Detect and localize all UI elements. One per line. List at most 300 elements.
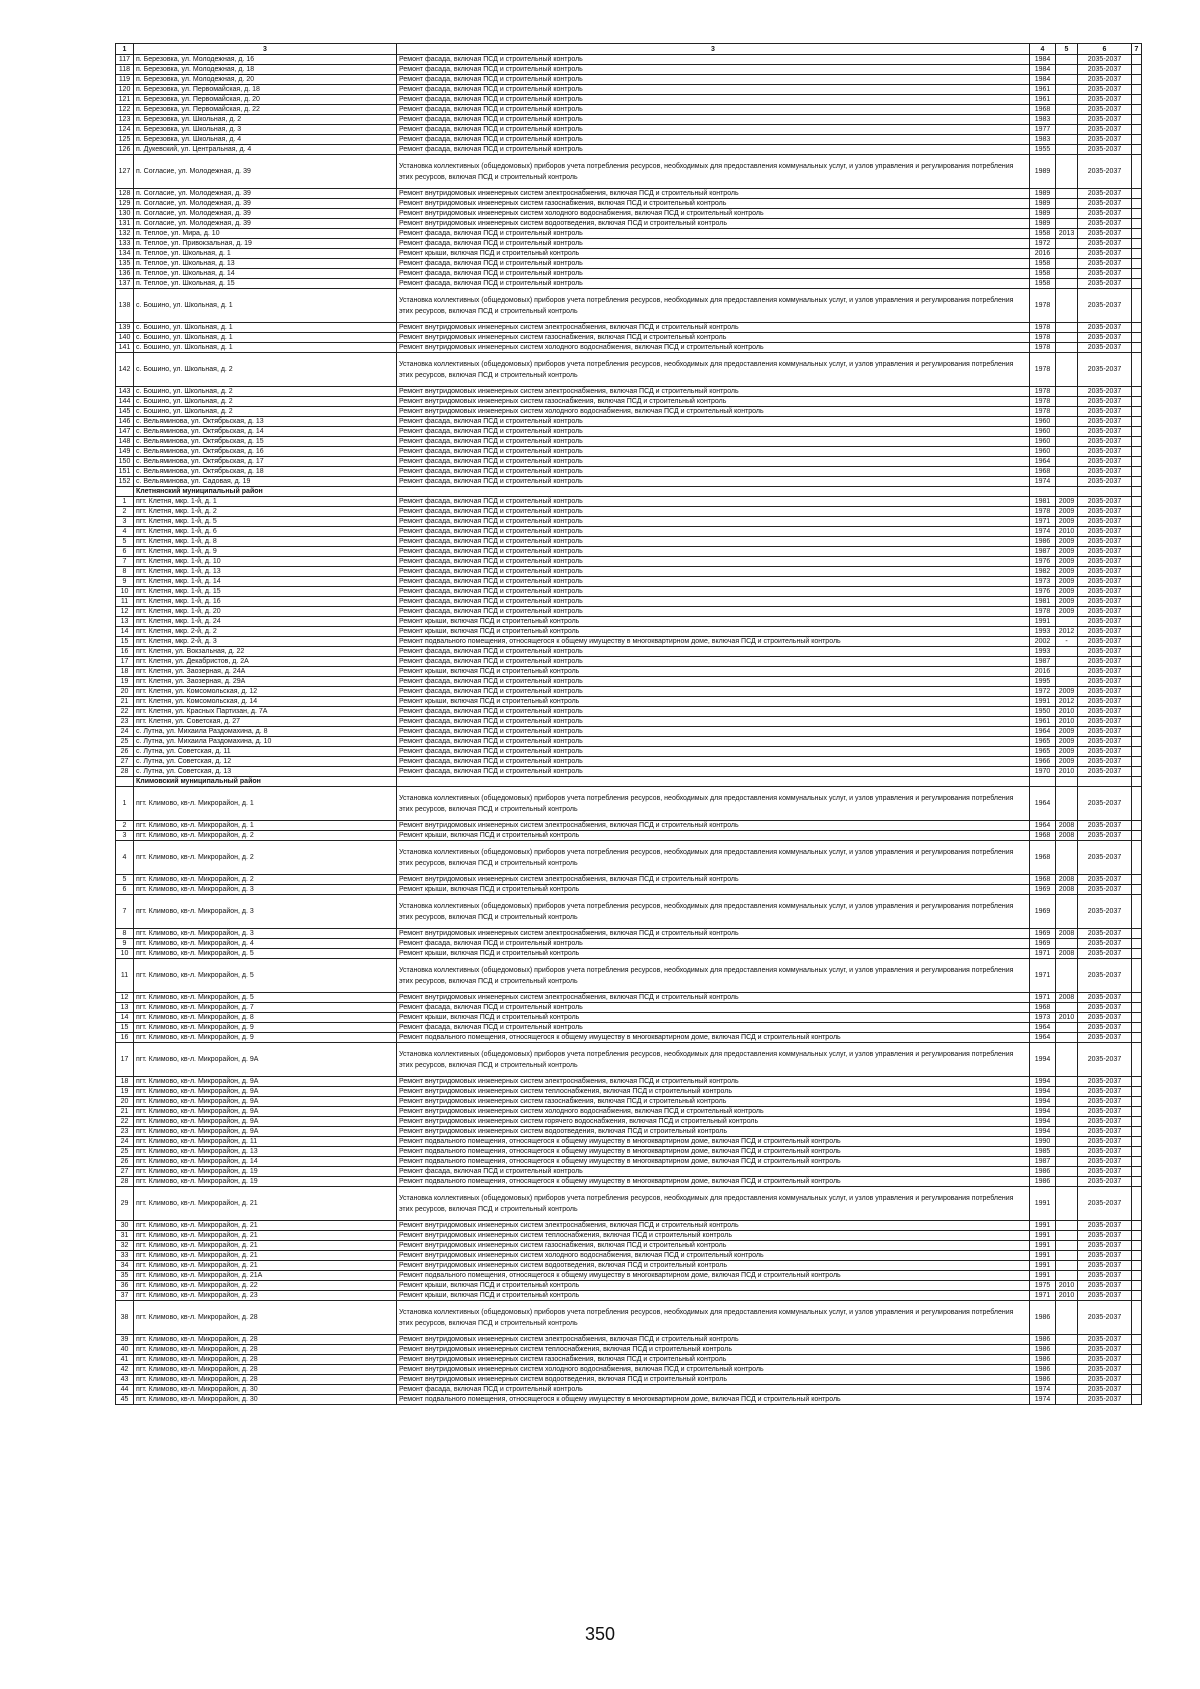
build-year-cell: 1994 [1030, 1127, 1056, 1137]
address-cell: с. Вельяминова, ул. Октябрьская, д. 18 [134, 467, 397, 477]
work-type-cell: Ремонт фасада, включая ПСД и строительный контроль [397, 657, 1030, 667]
empty-cell [1132, 95, 1142, 105]
work-type-cell: Ремонт внутридомовых инженерных систем горячего водоснабжения, включая ПСД и строительный контроль [397, 1117, 1030, 1127]
table-row [116, 353, 1142, 387]
empty-cell [1132, 209, 1142, 219]
planned-period-cell: 2035-2037 [1078, 209, 1132, 219]
empty-cell [1132, 949, 1142, 959]
empty-cell [1132, 1355, 1142, 1365]
build-year-cell: 1968 [1030, 105, 1056, 115]
work-type-cell: Ремонт фасада, включая ПСД и строительный контроль [397, 507, 1030, 517]
planned-period-cell: 2035-2037 [1078, 1167, 1132, 1177]
empty-cell [1132, 1107, 1142, 1117]
build-year-cell: 1981 [1030, 597, 1056, 607]
planned-period-cell: 2035-2037 [1078, 831, 1132, 841]
planned-period-cell: 2035-2037 [1078, 507, 1132, 517]
planned-period-cell: 2035-2037 [1078, 547, 1132, 557]
last-repair-year-cell: 2008 [1056, 831, 1078, 841]
table-row [116, 557, 1142, 567]
planned-period-cell: 2035-2037 [1078, 949, 1132, 959]
work-type-cell: Установка коллективных (общедомовых) приборов учета потребления ресурсов, необходимых для предоставления коммунальных услуг, и узлов управления и регулирования потребления этих ресурсов, включая ПСД и строительный контроль [397, 353, 1030, 387]
work-type-cell: Ремонт внутридомовых инженерных систем газоснабжения, включая ПСД и строительный контроль [397, 1241, 1030, 1251]
empty-cell [1132, 477, 1142, 487]
work-type-cell: Ремонт фасада, включая ПСД и строительный контроль [397, 587, 1030, 597]
empty-cell [1030, 777, 1056, 787]
row-number-cell: 10 [116, 949, 134, 959]
work-type-cell: Ремонт внутридомовых инженерных систем газоснабжения, включая ПСД и строительный контроль [397, 199, 1030, 209]
build-year-cell: 1984 [1030, 75, 1056, 85]
table-row [116, 707, 1142, 717]
table-row [116, 1077, 1142, 1087]
table-row [116, 1177, 1142, 1187]
work-type-cell: Ремонт фасада, включая ПСД и строительный контроль [397, 527, 1030, 537]
last-repair-year-cell [1056, 239, 1078, 249]
last-repair-year-cell: 2010 [1056, 527, 1078, 537]
table-row [116, 959, 1142, 993]
planned-period-cell: 2035-2037 [1078, 1127, 1132, 1137]
build-year-cell: 1978 [1030, 343, 1056, 353]
empty-cell [1132, 353, 1142, 387]
empty-cell [1132, 229, 1142, 239]
work-type-cell: Ремонт внутридомовых инженерных систем теплоснабжения, включая ПСД и строительный контроль [397, 1345, 1030, 1355]
row-number-cell: 40 [116, 1345, 134, 1355]
empty-cell [1132, 747, 1142, 757]
address-cell: пгт. Климово, кв-л. Микрорайон, д. 11 [134, 1137, 397, 1147]
build-year-cell: 1986 [1030, 1345, 1056, 1355]
address-cell: п. Согласие, ул. Молодежная, д. 39 [134, 199, 397, 209]
row-number-cell: 151 [116, 467, 134, 477]
work-type-cell: Установка коллективных (общедомовых) приборов учета потребления ресурсов, необходимых для предоставления коммунальных услуг, и узлов управления и регулирования потребления этих ресурсов, включая ПСД и строительный контроль [397, 1187, 1030, 1221]
last-repair-year-cell [1056, 1395, 1078, 1405]
work-type-cell: Ремонт фасада, включая ПСД и строительный контроль [397, 537, 1030, 547]
row-number-cell: 133 [116, 239, 134, 249]
address-cell: пгт. Климово, кв-л. Микрорайон, д. 9 [134, 1033, 397, 1043]
planned-period-cell: 2035-2037 [1078, 189, 1132, 199]
planned-period-cell: 2035-2037 [1078, 895, 1132, 929]
address-cell: пгт. Климово, кв-л. Микрорайон, д. 22 [134, 1281, 397, 1291]
row-number-cell: 30 [116, 1221, 134, 1231]
work-type-cell: Ремонт фасада, включая ПСД и строительный контроль [397, 647, 1030, 657]
row-number-cell: 122 [116, 105, 134, 115]
work-type-cell: Ремонт крыши, включая ПСД и строительный контроль [397, 1013, 1030, 1023]
row-number-cell: 27 [116, 757, 134, 767]
address-cell: пгт. Климово, кв-л. Микрорайон, д. 21 [134, 1251, 397, 1261]
address-cell: пгт. Климово, кв-л. Микрорайон, д. 9А [134, 1097, 397, 1107]
table-row [116, 105, 1142, 115]
address-cell: пгт. Клетня, ул. Заозерная, д. 24А [134, 667, 397, 677]
work-type-cell: Ремонт фасада, включая ПСД и строительный контроль [397, 115, 1030, 125]
empty-cell [1132, 537, 1142, 547]
build-year-cell: 1989 [1030, 219, 1056, 229]
table-row [116, 1355, 1142, 1365]
planned-period-cell: 2035-2037 [1078, 1117, 1132, 1127]
empty-cell [1132, 831, 1142, 841]
build-year-cell: 1974 [1030, 1385, 1056, 1395]
work-type-cell: Ремонт внутридомовых инженерных систем электроснабжения, включая ПСД и строительный контроль [397, 1221, 1030, 1231]
empty-cell [1132, 75, 1142, 85]
build-year-cell: 1991 [1030, 1261, 1056, 1271]
last-repair-year-cell: 2010 [1056, 767, 1078, 777]
work-type-cell: Ремонт внутридомовых инженерных систем холодного водоснабжения, включая ПСД и строительный контроль [397, 1251, 1030, 1261]
last-repair-year-cell: 2009 [1056, 497, 1078, 507]
table-row [116, 125, 1142, 135]
empty-cell [1132, 105, 1142, 115]
table-row [116, 259, 1142, 269]
build-year-cell: 1994 [1030, 1117, 1056, 1127]
row-number-cell: 2 [116, 507, 134, 517]
empty-cell [1078, 487, 1132, 497]
planned-period-cell: 2035-2037 [1078, 437, 1132, 447]
planned-period-cell: 2035-2037 [1078, 667, 1132, 677]
last-repair-year-cell: 2008 [1056, 993, 1078, 1003]
address-cell: п. Теплое, ул. Школьная, д. 14 [134, 269, 397, 279]
row-number-cell: 27 [116, 1167, 134, 1177]
table-row [116, 657, 1142, 667]
build-year-cell: 1968 [1030, 1003, 1056, 1013]
empty-cell [1132, 1077, 1142, 1087]
last-repair-year-cell: 2008 [1056, 821, 1078, 831]
address-cell: с. Бошино, ул. Школьная, д. 1 [134, 343, 397, 353]
build-year-cell: 1981 [1030, 497, 1056, 507]
empty-cell [1132, 939, 1142, 949]
build-year-cell: 1974 [1030, 527, 1056, 537]
table-row [116, 1365, 1142, 1375]
row-number-cell: 131 [116, 219, 134, 229]
planned-period-cell: 2035-2037 [1078, 1077, 1132, 1087]
work-type-cell: Ремонт внутридомовых инженерных систем холодного водоснабжения, включая ПСД и строительный контроль [397, 1365, 1030, 1375]
table-row [116, 607, 1142, 617]
planned-period-cell: 2035-2037 [1078, 767, 1132, 777]
build-year-cell: 1989 [1030, 189, 1056, 199]
build-year-cell: 1995 [1030, 677, 1056, 687]
address-cell: п. Согласие, ул. Молодежная, д. 39 [134, 219, 397, 229]
address-cell: пгт. Климово, кв-л. Микрорайон, д. 2 [134, 841, 397, 875]
row-number-cell: 8 [116, 929, 134, 939]
row-number-cell: 22 [116, 707, 134, 717]
build-year-cell: 1991 [1030, 1241, 1056, 1251]
build-year-cell: 1960 [1030, 447, 1056, 457]
row-number-cell: 26 [116, 747, 134, 757]
planned-period-cell: 2035-2037 [1078, 239, 1132, 249]
row-number-cell: 119 [116, 75, 134, 85]
last-repair-year-cell [1056, 647, 1078, 657]
address-cell: пгт. Климово, кв-л. Микрорайон, д. 14 [134, 1157, 397, 1167]
row-number-cell: 32 [116, 1241, 134, 1251]
work-type-cell: Ремонт фасада, включая ПСД и строительный контроль [397, 497, 1030, 507]
table-row [116, 1167, 1142, 1177]
build-year-cell: 1974 [1030, 1395, 1056, 1405]
build-year-cell: 1968 [1030, 841, 1056, 875]
address-cell: пгт. Климово, кв-л. Микрорайон, д. 7 [134, 1003, 397, 1013]
row-number-cell: 26 [116, 1157, 134, 1167]
work-type-cell: Ремонт внутридомовых инженерных систем электроснабжения, включая ПСД и строительный контроль [397, 875, 1030, 885]
empty-cell [1132, 1281, 1142, 1291]
planned-period-cell: 2035-2037 [1078, 627, 1132, 637]
address-cell: пгт. Климово, кв-л. Микрорайон, д. 9А [134, 1043, 397, 1077]
table-row [116, 587, 1142, 597]
planned-period-cell: 2035-2037 [1078, 353, 1132, 387]
table-row [116, 55, 1142, 65]
last-repair-year-cell [1056, 467, 1078, 477]
empty-cell [1056, 487, 1078, 497]
last-repair-year-cell [1056, 1043, 1078, 1077]
last-repair-year-cell [1056, 1335, 1078, 1345]
address-cell: пгт. Клетня, ул. Вокзальная, д. 22 [134, 647, 397, 657]
address-cell: п. Березовка, ул. Первомайская, д. 18 [134, 85, 397, 95]
planned-period-cell: 2035-2037 [1078, 259, 1132, 269]
empty-cell [1132, 85, 1142, 95]
empty-cell [1132, 697, 1142, 707]
row-number-cell: 35 [116, 1271, 134, 1281]
address-cell: с. Лутна, ул. Михаила Раздомахина, д. 10 [134, 737, 397, 747]
build-year-cell: 1969 [1030, 895, 1056, 929]
address-cell: пгт. Климово, кв-л. Микрорайон, д. 3 [134, 885, 397, 895]
build-year-cell: 1986 [1030, 1365, 1056, 1375]
table-row [116, 397, 1142, 407]
row-number-cell: 146 [116, 417, 134, 427]
row-number-cell: 23 [116, 1127, 134, 1137]
address-cell: п. Березовка, ул. Молодежная, д. 20 [134, 75, 397, 85]
row-number-cell: 142 [116, 353, 134, 387]
planned-period-cell: 2035-2037 [1078, 537, 1132, 547]
row-number-cell: 3 [116, 831, 134, 841]
build-year-cell: 1965 [1030, 737, 1056, 747]
row-number-cell: 143 [116, 387, 134, 397]
last-repair-year-cell [1056, 189, 1078, 199]
address-cell: пгт. Климово, кв-л. Микрорайон, д. 5 [134, 949, 397, 959]
work-type-cell: Ремонт фасада, включая ПСД и строительный контроль [397, 717, 1030, 727]
empty-cell [1132, 1345, 1142, 1355]
empty-cell [1132, 259, 1142, 269]
last-repair-year-cell [1056, 279, 1078, 289]
table-row [116, 417, 1142, 427]
row-number-cell: 10 [116, 587, 134, 597]
row-number-cell: 23 [116, 717, 134, 727]
build-year-cell: 1974 [1030, 477, 1056, 487]
planned-period-cell: 2035-2037 [1078, 841, 1132, 875]
planned-period-cell: 2035-2037 [1078, 417, 1132, 427]
planned-period-cell: 2035-2037 [1078, 1157, 1132, 1167]
last-repair-year-cell [1056, 1271, 1078, 1281]
last-repair-year-cell [1056, 667, 1078, 677]
empty-cell [1132, 55, 1142, 65]
table-row [116, 747, 1142, 757]
address-cell: пгт. Климово, кв-л. Микрорайон, д. 28 [134, 1335, 397, 1345]
address-cell: пгт. Клетня, ул. Красных Партизан, д. 7А [134, 707, 397, 717]
build-year-cell: 1986 [1030, 1167, 1056, 1177]
address-cell: пгт. Климово, кв-л. Микрорайон, д. 30 [134, 1385, 397, 1395]
row-number-cell: 38 [116, 1301, 134, 1335]
row-number-cell: 39 [116, 1335, 134, 1345]
address-cell: пгт. Климово, кв-л. Микрорайон, д. 9А [134, 1107, 397, 1117]
planned-period-cell: 2035-2037 [1078, 85, 1132, 95]
work-type-cell: Ремонт фасада, включая ПСД и строительный контроль [397, 437, 1030, 447]
work-type-cell: Ремонт подвального помещения, относящегося к общему имуществу в многоквартирном доме, включая ПСД и строительный контроль [397, 1177, 1030, 1187]
empty-cell [1132, 249, 1142, 259]
empty-cell [1132, 457, 1142, 467]
last-repair-year-cell: 2009 [1056, 747, 1078, 757]
planned-period-cell: 2035-2037 [1078, 647, 1132, 657]
work-type-cell: Ремонт внутридомовых инженерных систем электроснабжения, включая ПСД и строительный контроль [397, 993, 1030, 1003]
empty-cell [1132, 1261, 1142, 1271]
table-row [116, 497, 1142, 507]
table-row [116, 1291, 1142, 1301]
last-repair-year-cell: 2009 [1056, 517, 1078, 527]
last-repair-year-cell: 2010 [1056, 717, 1078, 727]
planned-period-cell: 2035-2037 [1078, 343, 1132, 353]
address-cell: п. Дукевский, ул. Центральная, д. 4 [134, 145, 397, 155]
address-cell: пгт. Клетня, мкр. 1-й, д. 24 [134, 617, 397, 627]
last-repair-year-cell [1056, 1097, 1078, 1107]
row-number-cell: 12 [116, 993, 134, 1003]
empty-cell [1132, 667, 1142, 677]
planned-period-cell: 2035-2037 [1078, 1221, 1132, 1231]
work-type-cell: Ремонт подвального помещения, относящегося к общему имуществу в многоквартирном доме, включая ПСД и строительный контроль [397, 1157, 1030, 1167]
last-repair-year-cell: 2009 [1056, 727, 1078, 737]
empty-cell [1132, 1097, 1142, 1107]
build-year-cell: 1960 [1030, 417, 1056, 427]
address-cell: пгт. Климово, кв-л. Микрорайон, д. 21 [134, 1187, 397, 1221]
table-row [116, 1301, 1142, 1335]
last-repair-year-cell [1056, 657, 1078, 667]
row-number-cell: 5 [116, 875, 134, 885]
row-number-cell: 14 [116, 627, 134, 637]
build-year-cell: 1986 [1030, 1177, 1056, 1187]
row-number-cell: 15 [116, 637, 134, 647]
empty-cell [1132, 467, 1142, 477]
build-year-cell: 1986 [1030, 1301, 1056, 1335]
last-repair-year-cell [1056, 155, 1078, 189]
planned-period-cell: 2035-2037 [1078, 717, 1132, 727]
build-year-cell: 1969 [1030, 939, 1056, 949]
build-year-cell: 1991 [1030, 1271, 1056, 1281]
row-number-cell: 128 [116, 189, 134, 199]
empty-cell [1132, 1301, 1142, 1335]
address-cell: с. Вельяминова, ул. Октябрьская, д. 14 [134, 427, 397, 437]
work-type-cell: Ремонт фасада, включая ПСД и строительный контроль [397, 65, 1030, 75]
table-row [116, 617, 1142, 627]
build-year-cell: 1968 [1030, 467, 1056, 477]
work-type-cell: Ремонт внутридомовых инженерных систем электроснабжения, включая ПСД и строительный контроль [397, 323, 1030, 333]
last-repair-year-cell [1056, 677, 1078, 687]
planned-period-cell: 2035-2037 [1078, 1137, 1132, 1147]
last-repair-year-cell: 2009 [1056, 737, 1078, 747]
work-type-cell: Ремонт подвального помещения, относящегося к общему имуществу в многоквартирном доме, включая ПСД и строительный контроль [397, 1271, 1030, 1281]
work-type-cell: Установка коллективных (общедомовых) приборов учета потребления ресурсов, необходимых для предоставления коммунальных услуг, и узлов управления и регулирования потребления этих ресурсов, включая ПСД и строительный контроль [397, 155, 1030, 189]
build-year-cell: 1987 [1030, 1157, 1056, 1167]
empty-cell [1132, 289, 1142, 323]
last-repair-year-cell [1056, 115, 1078, 125]
address-cell: с. Бошино, ул. Школьная, д. 2 [134, 397, 397, 407]
table-row [116, 507, 1142, 517]
row-number-cell: 24 [116, 727, 134, 737]
planned-period-cell: 2035-2037 [1078, 1281, 1132, 1291]
address-cell: пгт. Климово, кв-л. Микрорайон, д. 21А [134, 1271, 397, 1281]
row-number-cell: 7 [116, 557, 134, 567]
last-repair-year-cell [1056, 75, 1078, 85]
planned-period-cell: 2035-2037 [1078, 697, 1132, 707]
last-repair-year-cell: - [1056, 637, 1078, 647]
address-cell: пгт. Климово, кв-л. Микрорайон, д. 28 [134, 1301, 397, 1335]
address-cell: пгт. Климово, кв-л. Микрорайон, д. 19 [134, 1177, 397, 1187]
build-year-cell: 1972 [1030, 239, 1056, 249]
planned-period-cell: 2035-2037 [1078, 1003, 1132, 1013]
build-year-cell: 1991 [1030, 1231, 1056, 1241]
planned-period-cell: 2035-2037 [1078, 757, 1132, 767]
empty-cell [1132, 487, 1142, 497]
table-row [116, 1033, 1142, 1043]
row-number-cell: 141 [116, 343, 134, 353]
last-repair-year-cell [1056, 1385, 1078, 1395]
row-number-cell: 123 [116, 115, 134, 125]
row-number-cell: 36 [116, 1281, 134, 1291]
row-number-cell: 19 [116, 1087, 134, 1097]
address-cell: пгт. Клетня, ул. Декабристов, д. 2А [134, 657, 397, 667]
build-year-cell: 1958 [1030, 259, 1056, 269]
table-row [116, 949, 1142, 959]
last-repair-year-cell [1056, 841, 1078, 875]
table-row [116, 279, 1142, 289]
planned-period-cell: 2035-2037 [1078, 687, 1132, 697]
work-type-cell: Ремонт внутридомовых инженерных систем холодного водоснабжения, включая ПСД и строительный контроль [397, 1107, 1030, 1117]
build-year-cell: 1989 [1030, 199, 1056, 209]
last-repair-year-cell [1056, 1033, 1078, 1043]
address-cell: пгт. Климово, кв-л. Микрорайон, д. 1 [134, 787, 397, 821]
work-type-cell: Ремонт фасада, включая ПСД и строительный контроль [397, 279, 1030, 289]
planned-period-cell: 2035-2037 [1078, 289, 1132, 323]
build-year-cell: 1961 [1030, 717, 1056, 727]
build-year-cell: 1976 [1030, 587, 1056, 597]
row-number-cell: 19 [116, 677, 134, 687]
row-number-cell: 4 [116, 841, 134, 875]
empty-cell [1132, 397, 1142, 407]
work-type-cell: Ремонт внутридомовых инженерных систем электроснабжения, включая ПСД и строительный контроль [397, 387, 1030, 397]
work-type-cell: Ремонт подвального помещения, относящегося к общему имуществу в многоквартирном доме, включая ПСД и строительный контроль [397, 1147, 1030, 1157]
table-row [116, 1003, 1142, 1013]
empty-cell [1132, 125, 1142, 135]
planned-period-cell: 2035-2037 [1078, 1385, 1132, 1395]
table-row [116, 577, 1142, 587]
address-cell: п. Теплое, ул. Школьная, д. 15 [134, 279, 397, 289]
work-type-cell: Ремонт крыши, включая ПСД и строительный контроль [397, 667, 1030, 677]
work-type-cell: Ремонт подвального помещения, относящегося к общему имуществу в многоквартирном доме, включая ПСД и строительный контроль [397, 637, 1030, 647]
build-year-cell: 1964 [1030, 457, 1056, 467]
empty-cell [1132, 1187, 1142, 1221]
last-repair-year-cell [1056, 343, 1078, 353]
work-type-cell: Ремонт крыши, включая ПСД и строительный контроль [397, 697, 1030, 707]
address-cell: пгт. Климово, кв-л. Микрорайон, д. 28 [134, 1355, 397, 1365]
work-type-cell: Ремонт внутридомовых инженерных систем теплоснабжения, включая ПСД и строительный контроль [397, 1231, 1030, 1241]
last-repair-year-cell: 2008 [1056, 875, 1078, 885]
planned-period-cell: 2035-2037 [1078, 269, 1132, 279]
work-type-cell: Ремонт фасада, включая ПСД и строительный контроль [397, 727, 1030, 737]
address-cell: с. Бошино, ул. Школьная, д. 2 [134, 407, 397, 417]
work-type-cell: Ремонт внутридомовых инженерных систем электроснабжения, включая ПСД и строительный контроль [397, 189, 1030, 199]
build-year-cell: 1971 [1030, 959, 1056, 993]
table-row [116, 821, 1142, 831]
table-row [116, 437, 1142, 447]
address-cell: п. Теплое, ул. Школьная, д. 1 [134, 249, 397, 259]
address-cell: п. Березовка, ул. Школьная, д. 3 [134, 125, 397, 135]
work-type-cell: Ремонт фасада, включая ПСД и строительный контроль [397, 75, 1030, 85]
build-year-cell: 1990 [1030, 1137, 1056, 1147]
planned-period-cell: 2035-2037 [1078, 607, 1132, 617]
address-cell: пгт. Клетня, мкр. 1-й, д. 16 [134, 597, 397, 607]
empty-cell [1132, 993, 1142, 1003]
build-year-cell: 1968 [1030, 831, 1056, 841]
planned-period-cell: 2035-2037 [1078, 657, 1132, 667]
build-year-cell: 1964 [1030, 1033, 1056, 1043]
